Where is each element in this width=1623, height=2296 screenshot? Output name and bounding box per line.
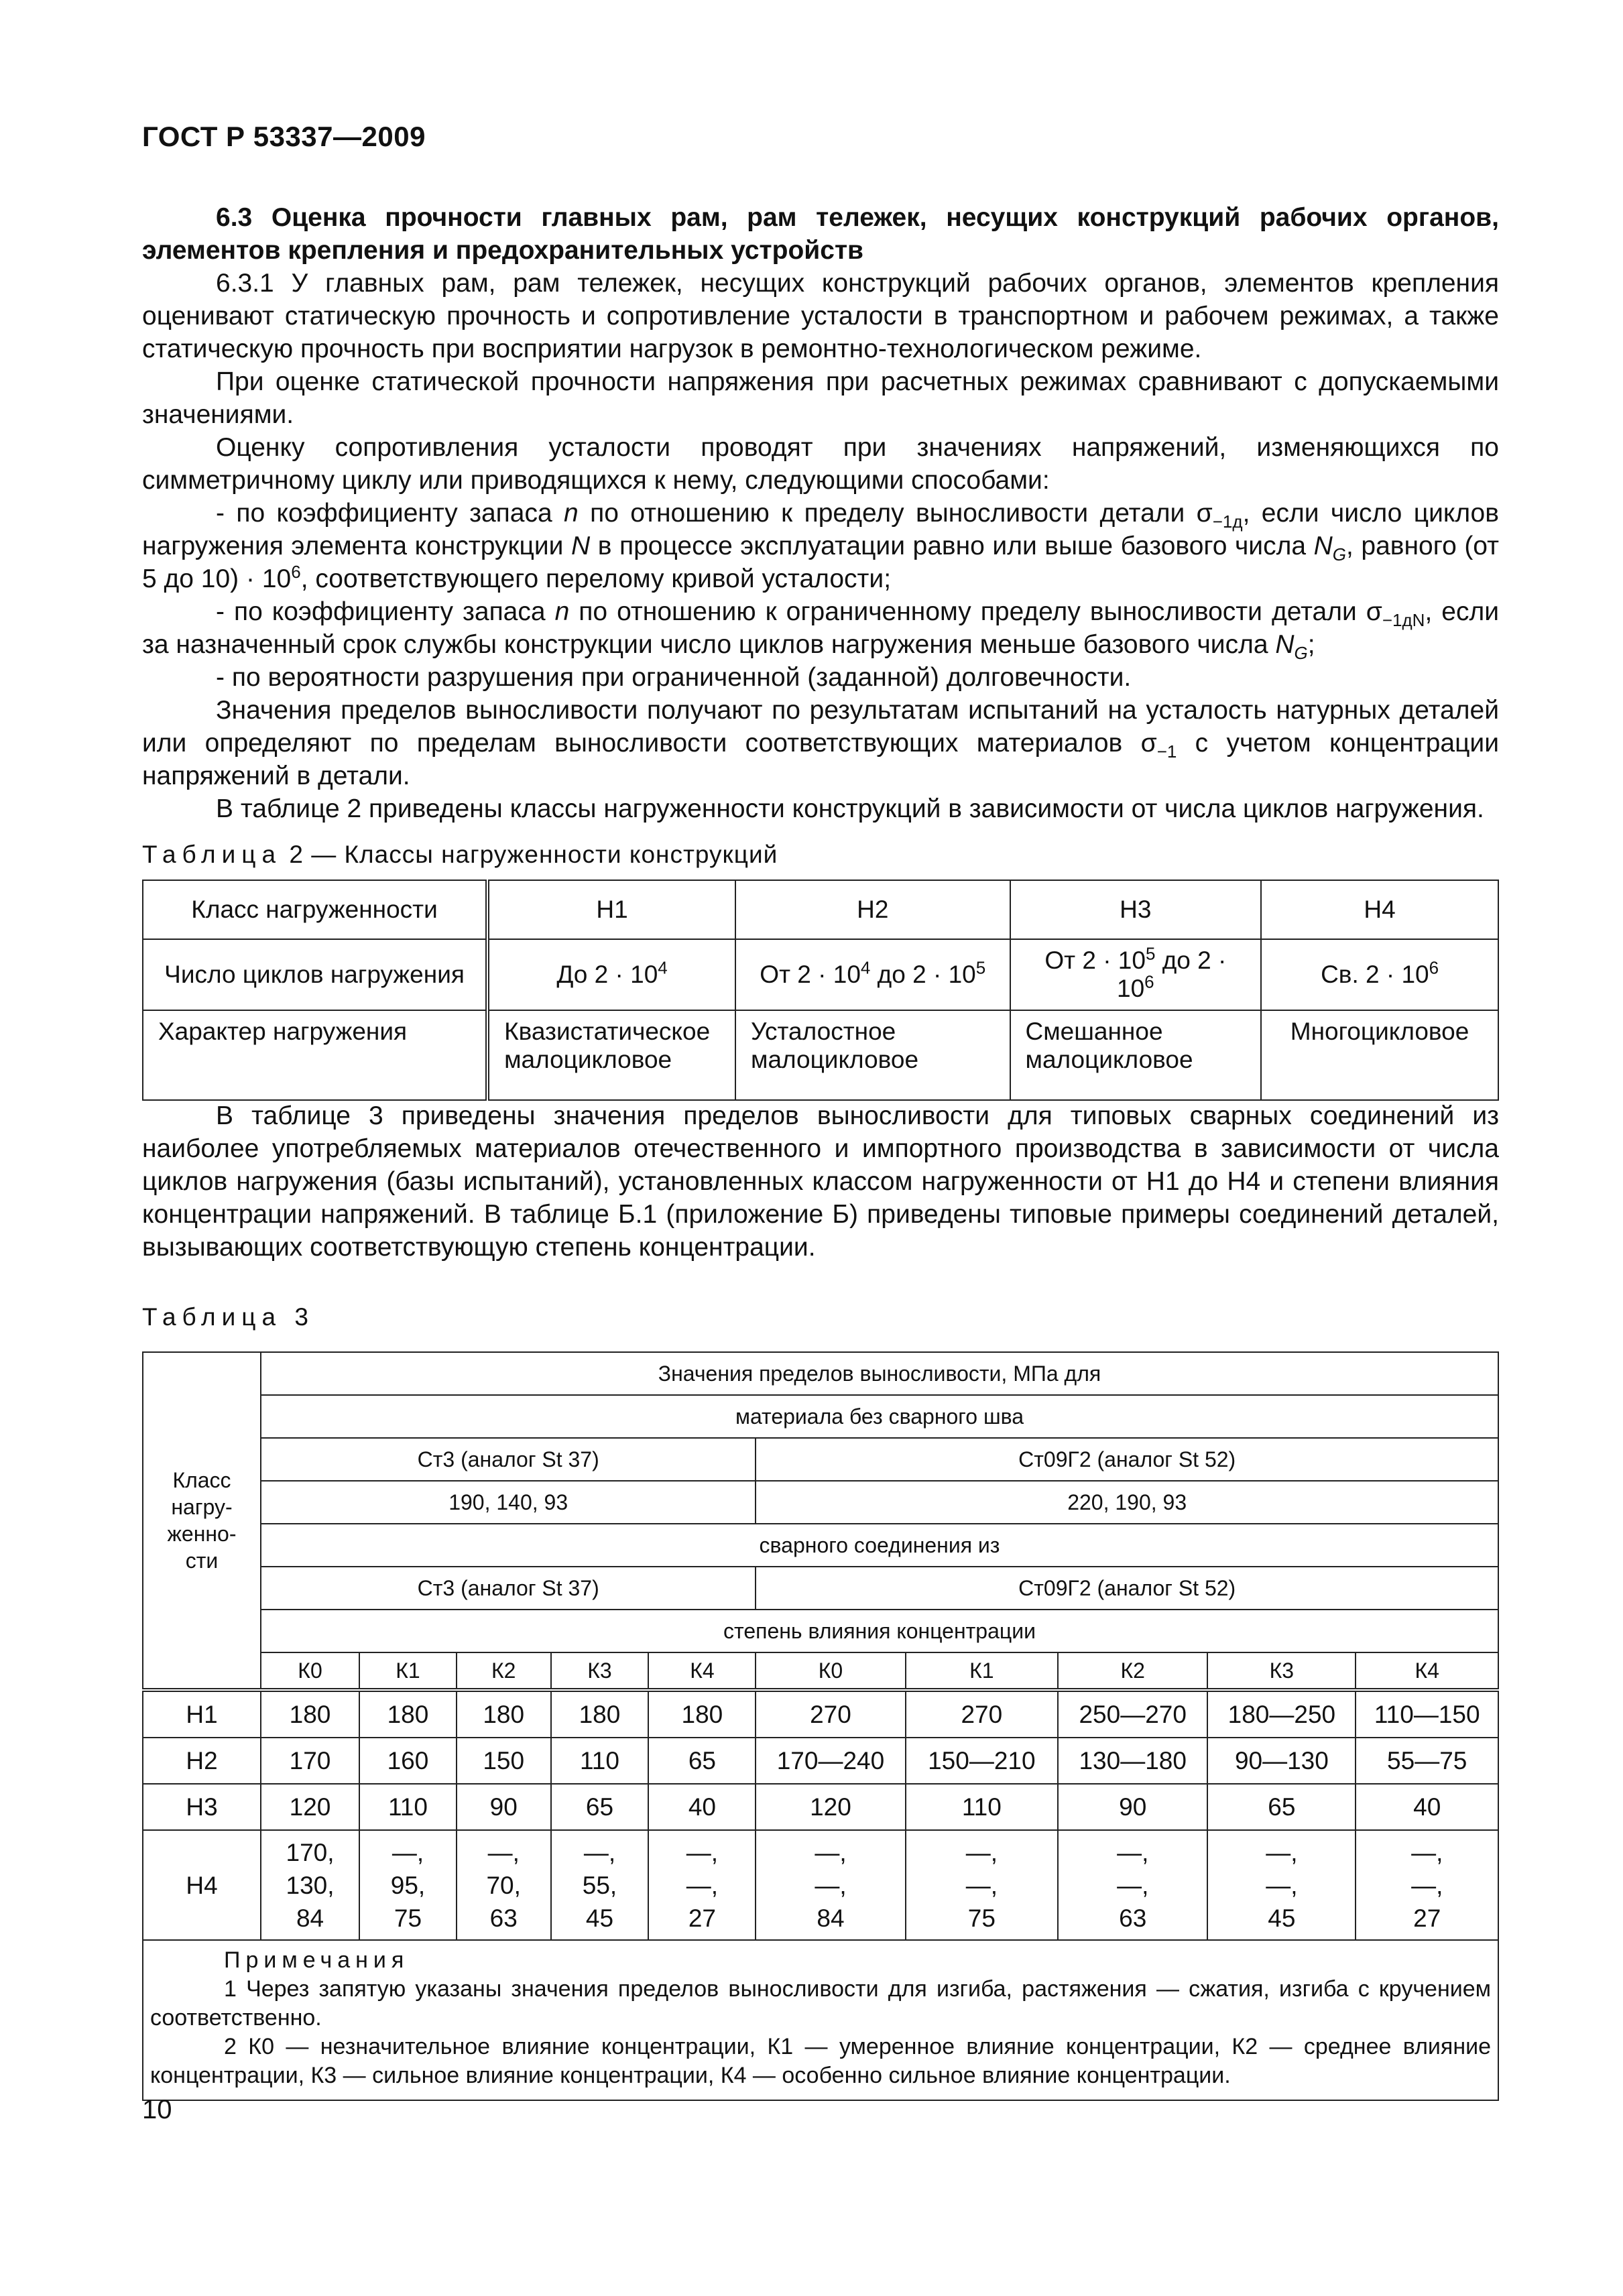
body-text-top [142, 201, 1499, 825]
paragraph-table2-intro: В таблице 2 приведены классы нагруженности конструкций в зависимости от числа циклов нагружения. [216, 794, 1484, 823]
class-cell: Н3 [143, 1784, 261, 1830]
k-header-cell: К2 [457, 1652, 551, 1690]
table-row [143, 1690, 1498, 1738]
table-cell: 90—130 [1207, 1738, 1356, 1784]
table-3-endurance-limits [142, 1351, 1499, 2101]
table-cell: 170 [261, 1738, 359, 1784]
table-cell: 180 [261, 1690, 359, 1738]
table-cell: —, —, 75 [906, 1830, 1059, 1940]
table-cell: 65 [1207, 1784, 1356, 1830]
notes-cell [143, 1940, 1498, 2100]
table-cell: От $2 \cdot 10^5$ до $2 \cdot 10^6$ [1010, 939, 1262, 1010]
table-cell: 40 [648, 1784, 756, 1830]
table-cell: 180—250 [1207, 1690, 1356, 1738]
table-cell: 250—270 [1058, 1690, 1207, 1738]
table-row [143, 1352, 1498, 1395]
table-cell: —, —, 27 [648, 1830, 756, 1940]
table-cell: 110 [359, 1784, 457, 1830]
class-cell: Н2 [143, 1738, 261, 1784]
class-cell: Н1 [143, 1690, 261, 1738]
header-cell: сварного соединения из [261, 1524, 1498, 1567]
table-row [143, 1010, 1498, 1100]
note-1: 1 Через запятую указаны значения пределов выносливости для изгиба, растяжения — сжатия, изгиба с кручением соответственно. [150, 1976, 1491, 2031]
header-cell: Ст09Г2 (аналог St 52) [756, 1567, 1498, 1610]
section-title: 6.3 Оценка прочности главных рам, рам тележек, несущих конструкций рабочих органов, элементов крепления и предохранительных устройств [142, 203, 1499, 265]
table-row [143, 1940, 1498, 2100]
table-row [143, 1738, 1498, 1784]
header-cell: Ст09Г2 (аналог St 52) [756, 1438, 1498, 1481]
paragraph-static-strength: При оценке статической прочности напряжения при расчетных режимах сравнивают с допускаемыми значениями. [142, 367, 1499, 429]
value-cell: 220, 190, 93 [756, 1481, 1498, 1524]
bullet-1: - по коэффициенту запаса n по отношению к пределу выносливости детали $\sigma_{-1д}$, если число циклов нагружения элемента конструкции N в процессе эксплуатации равно или выше базового числа $N_G$, равного (от 5 до $10) \cdot 10^6$, соответствующего перелому кривой усталости; [142, 499, 1500, 593]
table-cell: Смешанное малоцикловое [1010, 1010, 1262, 1100]
table-cell: Число циклов нагружения [143, 939, 487, 1010]
table-2-load-classes [142, 880, 1499, 1101]
table-cell: 65 [648, 1738, 756, 1784]
table-cell: —, —, 45 [1207, 1830, 1356, 1940]
table-cell: Характер нагружения [143, 1010, 487, 1100]
table-row [143, 1438, 1498, 1481]
bullet-2: - по коэффициенту запаса n по отношению к ограниченному пределу выносливости детали $\sigma_{-1дN}$, если за назначенный срок службы конструкции число циклов нагружения меньше базового числа $N_G$; [142, 597, 1500, 663]
table-cell: 160 [359, 1738, 457, 1784]
table-row [143, 1652, 1498, 1690]
table-cell: —, —, 63 [1058, 1830, 1207, 1940]
table-cell: —, 55, 45 [551, 1830, 649, 1940]
class-header-cell: Класс нагру- женно- сти [143, 1352, 261, 1690]
table-row [143, 880, 1498, 939]
header-cell: Ст3 (аналог St 37) [261, 1567, 756, 1610]
k-header-cell: К4 [648, 1652, 756, 1690]
k-header-cell: К0 [756, 1652, 905, 1690]
table-cell: 120 [756, 1784, 905, 1830]
k-header-cell: К3 [1207, 1652, 1356, 1690]
table3-caption: Таблица 3 [142, 1303, 314, 1331]
table-row [143, 1610, 1498, 1652]
table-cell: 40 [1356, 1784, 1498, 1830]
page-number: 10 [142, 2095, 172, 2124]
k-header-cell: К4 [1356, 1652, 1498, 1690]
table-cell: 55—75 [1356, 1738, 1498, 1784]
table-cell: 110—150 [1356, 1690, 1498, 1738]
header-cell: Значения пределов выносливости, МПа для [261, 1352, 1498, 1395]
table-cell: 150—210 [906, 1738, 1059, 1784]
table-cell: 270 [906, 1690, 1059, 1738]
table-cell: 120 [261, 1784, 359, 1830]
table2-caption: Таблица 2 — Классы нагруженности конструкций [142, 841, 778, 868]
notes-title: Примечания [224, 1947, 410, 1973]
table-row [143, 939, 1498, 1010]
table-row [143, 1524, 1498, 1567]
table-cell: Св. $2 \cdot 10^6$ [1261, 939, 1498, 1010]
paragraph-table3-intro: В таблице 3 приведены значения пределов выносливости для типовых сварных соединений из наиболее употребляемых материалов отечественного и импортного производства в зависимости от числа циклов нагружения (базы испытаний), установленных классом нагруженности от Н1 до Н4 и степени влияния концентрации напряжений. В таблице Б.1 (приложение Б) приведены типовые примеры соединений деталей, вызывающих соответствующую степень концентрации. [142, 1101, 1499, 1262]
table-cell: 180 [551, 1690, 649, 1738]
header-cell: Ст3 (аналог St 37) [261, 1438, 756, 1481]
table-cell: 180 [359, 1690, 457, 1738]
table-cell: Н2 [735, 880, 1010, 939]
table-cell: 65 [551, 1784, 649, 1830]
table-cell: Многоцикловое [1261, 1010, 1498, 1100]
table-cell: Н1 [487, 880, 735, 939]
table-cell: Квазистатическое малоцикловое [487, 1010, 735, 1100]
table-cell: 270 [756, 1690, 905, 1738]
k-header-cell: К3 [551, 1652, 649, 1690]
table-cell: 110 [551, 1738, 649, 1784]
k-header-cell: К2 [1058, 1652, 1207, 1690]
k-header-cell: К1 [906, 1652, 1059, 1690]
table-cell: 130—180 [1058, 1738, 1207, 1784]
k-header-cell: К0 [261, 1652, 359, 1690]
body-text-middle [142, 1099, 1499, 1264]
table-cell: —, 95, 75 [359, 1830, 457, 1940]
table-cell: 110 [906, 1784, 1059, 1830]
bullet-3: - по вероятности разрушения при ограниченной (заданной) долговечности. [216, 663, 1132, 692]
header-cell: материала без сварного шва [261, 1395, 1498, 1438]
document-header: ГОСТ Р 53337—2009 [142, 121, 426, 152]
class-cell: Н4 [143, 1830, 261, 1940]
table-cell: Усталостное малоцикловое [735, 1010, 1010, 1100]
paragraph-limits: Значения пределов выносливости получают по результатам испытаний на усталость натурных деталей или определяют по пределам выносливости соответствующих материалов $\sigma_{-1}$ с учетом концентрации напряжений в детали. [142, 696, 1500, 790]
table-cell: 170, 130, 84 [261, 1830, 359, 1940]
table-cell: 90 [457, 1784, 551, 1830]
table-cell: —, —, 27 [1356, 1830, 1498, 1940]
paragraph-6-3-1: 6.3.1 У главных рам, рам тележек, несущих конструкций рабочих органов, элементов крепления оценивают статическую прочность и сопротивление усталости в транспортном и рабочем режимах, а также статическую прочность при восприятии нагрузок в ремонтно-технологическом режиме. [142, 269, 1499, 363]
table-cell: 150 [457, 1738, 551, 1784]
table-row [143, 1481, 1498, 1524]
table-cell: До $2 \cdot 10^4$ [487, 939, 735, 1010]
table-cell: 170—240 [756, 1738, 905, 1784]
paragraph-fatigue: Оценку сопротивления усталости проводят при значениях напряжений, изменяющихся по симметричному циклу или приводящихся к нему, следующими способами: [142, 433, 1499, 495]
table-cell: Класс нагруженности [143, 880, 487, 939]
table-row [143, 1784, 1498, 1830]
table-cell: —, —, 84 [756, 1830, 905, 1940]
note-2: 2 К0 — незначительное влияние концентрации, К1 — умеренное влияние концентрации, К2 — среднее влияние концентрации, К3 — сильное влияние концентрации, К4 — особенно сильное влияние концентрации. [150, 2034, 1491, 2088]
table-row [143, 1567, 1498, 1610]
value-cell: 190, 140, 93 [261, 1481, 756, 1524]
k-header-cell: К1 [359, 1652, 457, 1690]
table-row [143, 1395, 1498, 1438]
table-cell: Н4 [1261, 880, 1498, 939]
table-row [143, 1830, 1498, 1940]
table-cell: 180 [648, 1690, 756, 1738]
table-cell: —, 70, 63 [457, 1830, 551, 1940]
table-cell: 90 [1058, 1784, 1207, 1830]
table-cell: От $2 \cdot 10^4$ до $2 \cdot 10^5$ [735, 939, 1010, 1010]
table-cell: Н3 [1010, 880, 1262, 939]
table-cell: 180 [457, 1690, 551, 1738]
header-cell: степень влияния концентрации [261, 1610, 1498, 1652]
